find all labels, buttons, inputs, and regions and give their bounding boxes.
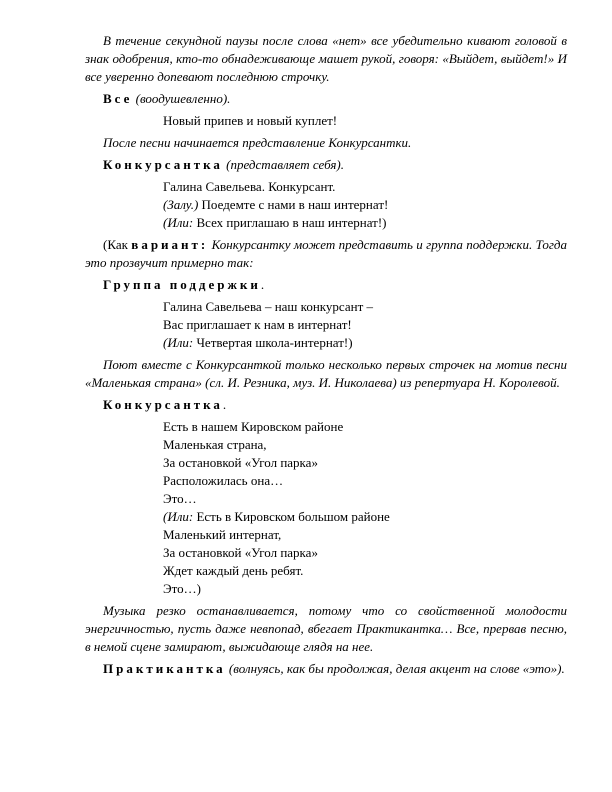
verse-line xyxy=(163,334,567,352)
verse-block xyxy=(163,418,567,598)
verse-text: Есть в Кировском большом районе xyxy=(193,509,390,524)
verse-line: Есть в нашем Кировском районе xyxy=(163,419,344,434)
verse-note: (Залу.) xyxy=(163,197,199,212)
variant-label: вариант: xyxy=(131,237,209,252)
verse-block xyxy=(163,178,567,232)
verse-line: За остановкой «Угол парка» xyxy=(163,455,318,470)
speaker-note: (представляет себя). xyxy=(222,157,344,172)
verse-line: Вас приглашает к нам в интернат! xyxy=(163,317,352,332)
speaker-note: (воодушевленно). xyxy=(132,91,231,106)
verse-line: Галина Савельева – наш конкурсант – xyxy=(163,299,374,314)
speaker-name: Практикантка xyxy=(103,661,226,676)
verse-block xyxy=(163,112,567,130)
speaker-line xyxy=(85,156,567,174)
speaker-note: . xyxy=(260,277,265,292)
speaker-name: Группа поддержки xyxy=(103,277,261,292)
speaker-line xyxy=(85,276,567,294)
verse-line xyxy=(163,508,567,526)
variant-text: Конкурсантку может представить и группа поддержки. Тогда это прозвучит примерно так: xyxy=(85,237,567,270)
verse-note: (Или: xyxy=(163,509,194,524)
verse-line xyxy=(163,196,567,214)
verse-note: (Или: xyxy=(163,335,194,350)
verse-line: Это… xyxy=(163,491,197,506)
variant-open: (Как xyxy=(103,237,132,252)
verse-line: Галина Савельева. Конкурсант. xyxy=(163,179,336,194)
speaker-note: (волнуясь, как бы продолжая, делая акцент на слове «это»). xyxy=(225,661,565,676)
stage-direction: После песни начинается представление Конкурсантки. xyxy=(103,135,412,150)
verse-note: (Или: xyxy=(163,215,194,230)
verse-text: Всех приглашаю в наш интернат!) xyxy=(193,215,387,230)
variant-note xyxy=(85,236,567,272)
verse-text: Поедемте с нами в наш интернат! xyxy=(198,197,389,212)
verse-line: Это…) xyxy=(163,581,201,596)
document-page xyxy=(85,32,567,682)
verse-line: Маленькая страна, xyxy=(163,437,267,452)
verse-line: Новый припев и новый куплет! xyxy=(163,113,338,128)
speaker-name: Конкурсантка xyxy=(103,157,223,172)
speaker-note: . xyxy=(222,397,227,412)
speaker-line xyxy=(85,660,567,678)
speaker-name: Все xyxy=(103,91,133,106)
stage-direction: Музыка резко останавливается, потому что со свойственной молодости энергичностью, пусть даже невпопад, вбегает Практикантка… Все, прервав песню, в немой сцене замирают, выжидающе глядя на нее. xyxy=(85,603,567,654)
speaker-name: Конкурсантка xyxy=(103,397,223,412)
verse-line: За остановкой «Угол парка» xyxy=(163,545,318,560)
verse-line: Ждет каждый день ребят. xyxy=(163,563,304,578)
verse-line: Маленький интернат, xyxy=(163,527,282,542)
verse-block xyxy=(163,298,567,352)
stage-direction: В течение секундной паузы после слова «нет» все убедительно кивают головой в знак одобрения, кто-то обнадеживающе машет рукой, говоря: «Выйдет, выйдет!» И все уверенно допевают последнюю строчку. xyxy=(85,33,567,84)
verse-line: Расположилась она… xyxy=(163,473,284,488)
speaker-line xyxy=(85,90,567,108)
verse-line xyxy=(163,214,567,232)
stage-direction: Поют вместе с Конкурсанткой только несколько первых строчек на мотив песни «Маленькая страна» (сл. И. Резника, муз. И. Николаева) из репертуара Н. Королевой. xyxy=(85,357,567,390)
verse-text: Четвертая школа-интернат!) xyxy=(193,335,353,350)
speaker-line xyxy=(85,396,567,414)
